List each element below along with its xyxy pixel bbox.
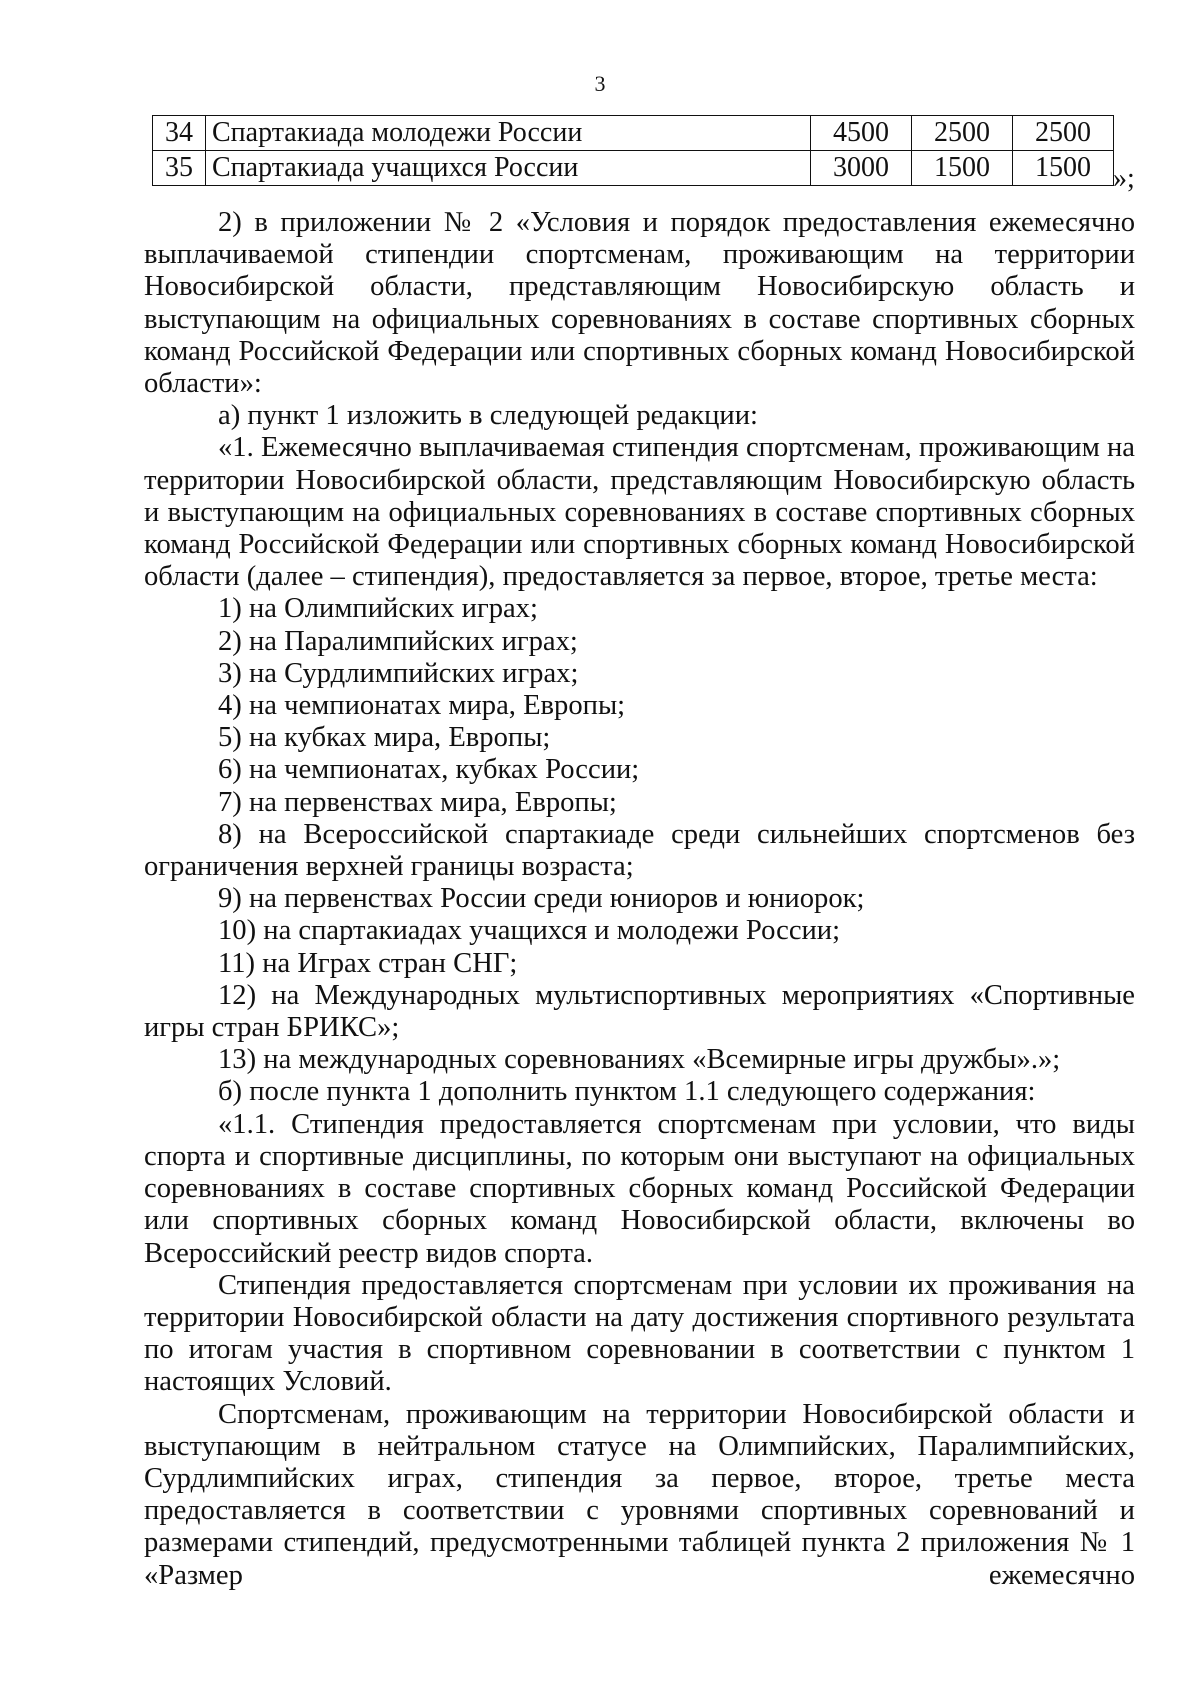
list-item: 9) на первенствах России среди юниоров и юниорок; <box>218 883 865 915</box>
row-number: 35 <box>153 151 206 186</box>
list-item: 12) на Международных мультиспортивных мероприятиях «Спортивные игры стран БРИКС»; <box>144 979 1135 1044</box>
list-item: 4) на чемпионатах мира, Европы; <box>218 690 626 722</box>
paragraph: а) пункт 1 изложить в следующей редакции: <box>218 400 758 432</box>
row-number: 34 <box>153 116 206 151</box>
paragraph: Спортсменам, проживающим на территории Новосибирской области и выступающим в нейтральном статусе на Олимпийских, Паралимпийских, Сурдлимпийских играх, стипендия за первое, второе, третье места предоставляется в соответствии с уровнями спортивных соревнований и размерами стипендий, предусмотренными таблицей пункта 2 приложения № 1 «Размер ежемесячно <box>144 1398 1135 1591</box>
paragraph: 2) в приложении № 2 «Условия и порядок предоставления ежемесячно выплачиваемой стипендии спортсменам, проживающим на территории Новосибирской области, представляющим Новосибирскую область и выступающим на официальных соревнованиях в составе спортивных сборных команд Российской Федерации или спортивных сборных команд Новосибирской области»: <box>144 207 1135 400</box>
paragraph: б) после пункта 1 дополнить пунктом 1.1 следующего содержания: <box>218 1076 1036 1108</box>
table-row <box>153 116 1114 151</box>
document-body <box>144 207 1135 1592</box>
paragraph: «1.1. Стипендия предоставляется спортсменам при условии, что виды спорта и спортивные дисциплины, по которым они выступают на официальных соревнованиях в составе спортивных сборных команд Российской Федерации или спортивных сборных команд Новосибирской области, включены во Всероссийский реестр видов спорта. <box>144 1108 1135 1269</box>
competition-name: Спартакиада учащихся России <box>206 151 811 186</box>
table-closing-quote: »; <box>1113 163 1135 194</box>
value-cell: 2500 <box>1013 116 1114 151</box>
list-item: 10) на спартакиадах учащихся и молодежи России; <box>218 915 841 947</box>
competition-table <box>152 115 1114 186</box>
list-item: 8) на Всероссийской спартакиаде среди сильнейших спортсменов без ограничения верхней границы возраста; <box>144 818 1135 883</box>
list-item: 5) на кубках мира, Европы; <box>218 722 551 754</box>
value-cell: 2500 <box>912 116 1013 151</box>
list-item: 13) на международных соревнованиях «Всемирные игры дружбы».»; <box>218 1044 1061 1076</box>
list-item: 7) на первенствах мира, Европы; <box>218 786 617 818</box>
value-cell: 3000 <box>811 151 912 186</box>
list-item: 1) на Олимпийских играх; <box>218 593 538 625</box>
value-cell: 1500 <box>912 151 1013 186</box>
list-item: 6) на чемпионатах, кубках России; <box>218 754 640 786</box>
page-number: 3 <box>594 71 606 96</box>
value-cell: 1500 <box>1013 151 1114 186</box>
competition-name: Спартакиада молодежи России <box>206 116 811 151</box>
list-item: 11) на Играх стран СНГ; <box>218 947 518 979</box>
paragraph: Стипендия предоставляется спортсменам при условии их проживания на территории Новосибирской области на дату достижения спортивного результата по итогам участия в спортивном соревновании в соответствии с пунктом 1 настоящих Условий. <box>144 1269 1135 1398</box>
list-item: 2) на Паралимпийских играх; <box>218 625 578 657</box>
list-item: 3) на Сурдлимпийских играх; <box>218 657 579 689</box>
table-row <box>153 151 1114 186</box>
value-cell: 4500 <box>811 116 912 151</box>
paragraph: «1. Ежемесячно выплачиваемая стипендия спортсменам, проживающим на территории Новосибирской области, представляющим Новосибирскую область и выступающим на официальных соревнованиях в составе спортивных сборных команд Российской Федерации или спортивных сборных команд Новосибирской области (далее – стипендия), предоставляется за первое, второе, третье места: <box>144 432 1135 593</box>
